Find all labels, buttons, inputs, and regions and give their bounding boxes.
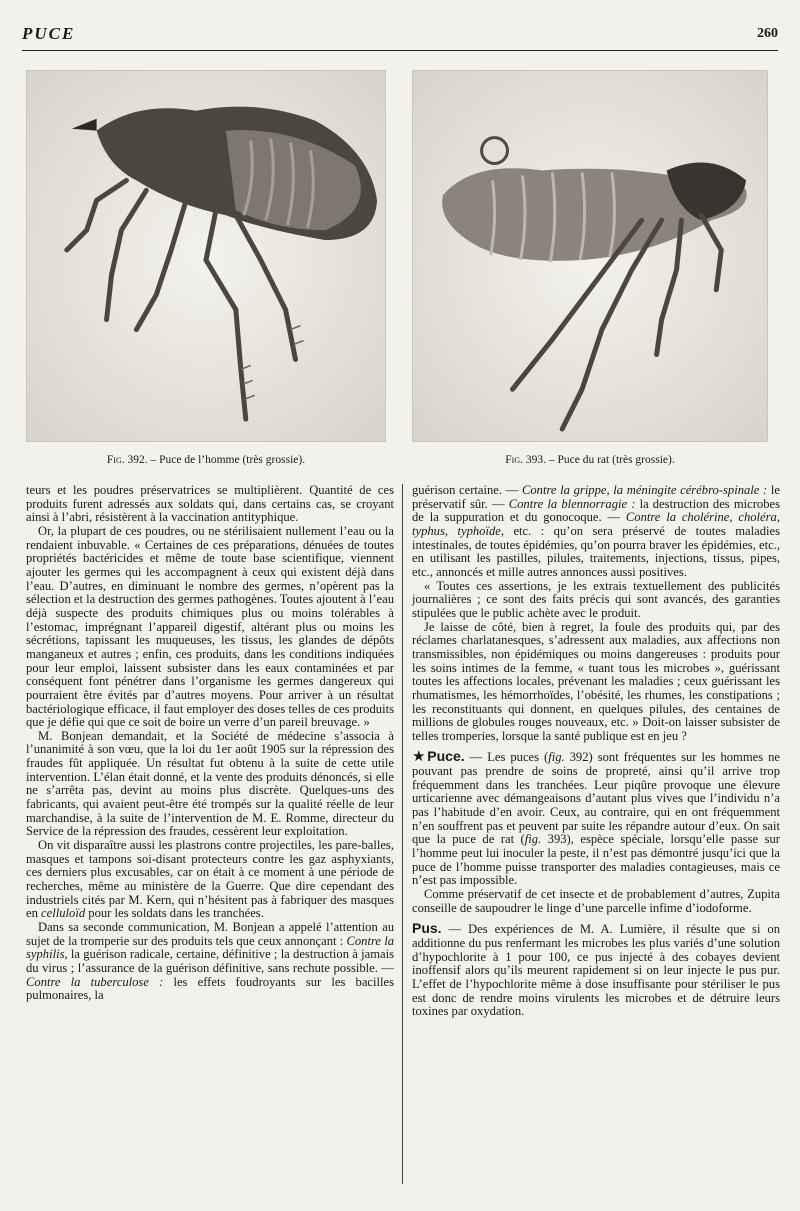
- italic-run: celluloïd: [41, 906, 86, 921]
- text-run: la destruction des microbes de la suppuration et du gonocoque. —: [412, 496, 780, 525]
- running-title: PUCE: [22, 24, 76, 43]
- right-column: [412, 484, 780, 1019]
- flea-human-photo: [26, 70, 386, 442]
- paragraph: teurs et les poudres préservatrices se multiplièrent. Quantité de ces produits furent adressés aux soldats qui, dans certains cas, se croyant ainsi à l’abri, résistèrent à la vaccination antityphique.: [26, 483, 394, 525]
- text-run: guérison certaine. —: [412, 483, 522, 497]
- figure-caption: [26, 454, 386, 466]
- page-number: 260: [757, 26, 778, 41]
- text-run: Dans sa seconde communication, M. Bonjean a appelé l’attention au sujet de la tromperie sur des produits tels que ceux annonçant :: [26, 920, 394, 948]
- italic-run: Contre la cholérine, choléra, typhus, typhoïde,: [412, 510, 780, 538]
- text-run: la guérison radicale, certaine, définitive ; la destruction à jamais du virus ; l’assurance de la guérison définitive, sans rechute possible. —: [26, 947, 394, 975]
- header-rule: [22, 50, 778, 51]
- left-column: [26, 484, 394, 1003]
- page-header: [22, 24, 778, 50]
- italic-run: Contre la blennorragie :: [508, 496, 636, 511]
- paragraph: M. Bonjean demandait, et la Société de médecine s’associa à l’unanimité à son vœu, que la loi du 1er août 1905 sur la répression des fraudes fût appliquée. Un résultat fut obtenu à la suite de cette utile intervention. L’élan était donné, et la vente des produits dénoncés, si elle ne s’arrêta pas, devint au moins plus discrète. Quelques-uns des fabricants, qui avaient peut-être été trompés sur la qualité réelle de leur marchandise, à la suite de l’intervention de M. E. Romme, directeur du Service de la répression des fraudes, cessèrent leur exploitation.: [26, 728, 394, 839]
- figure-label: Fig. 393.: [505, 454, 546, 466]
- entry-puce: [412, 750, 780, 888]
- entry-heading: Puce.: [427, 748, 465, 765]
- italic-run: fig.: [524, 832, 542, 847]
- flea-rat-photo: [412, 70, 768, 442]
- text-run: 392) sont fréquentes sur les hommes ne pouvant pas prendre de soins de propreté, ainsi qu’il arrive trop fréquemment dans les tranchées. Leur piqûre provoque une élevure urticarienne avec démangeaisons d’autant plus vives que l’individu n’a pas l’habitude d’en avoir. Ceux, au contraire, qui en ont fréquemment n’en souffrent pas et peuvent par suite les répandre autour d’eux. On sait que la puce de rat (: [412, 750, 780, 847]
- italic-run: Contre la syphilis,: [26, 933, 394, 962]
- text-run: — Les puces (: [464, 750, 549, 765]
- text-run: 393), espèce spéciale, lorsqu’elle passe sur l’homme peut lui inoculer la peste, il n’est pas démontré jusqu’ici que la puce de l’homme puisse transporter des maladies contagieuses, mais ce n’est pas impossible.: [412, 832, 780, 888]
- figure-caption: [412, 454, 768, 466]
- figure-caption-text: – Puce du rat (très grossie).: [546, 454, 675, 466]
- paragraph: Comme préservatif de cet insecte et de probablement d’autres, Zupita conseille de saupoudrer le linge d’une parcelle infime d’iodoforme.: [412, 887, 780, 915]
- figure-393: [412, 70, 768, 466]
- italic-run: fig.: [548, 750, 565, 765]
- paragraph: Je laisse de côté, bien à regret, la foule des produits qui, par des réclames charlatanesques, s’adressent aux maladies, aux affections non transmissibles, non épidémiques ou moins dangereuses : produits pour les soins intimes de la femme, « tuant tous les microbes », guérissant toutes les affections locales, prévenant les maladies ; ceux guérissant les rhumatismes, les hémorrhoïdes, l’obésité, les rhumes, les constipations ; les reconstituants qui donnent, en quelques pilules, des centaines de millions de globules rouges nouveaux, etc. » Doit-on laisser subsister de telles tromperies, lorsque la santé publique est en jeu ?: [412, 619, 780, 743]
- italic-run: Contre la tuberculose :: [26, 974, 164, 989]
- entry-heading: Pus.: [412, 920, 442, 937]
- text-run: On vit disparaître aussi les plastrons contre projectiles, les pare-balles, masques et tampons soi-disant protecteurs contre les gaz asphyxiants, ces derniers plus excusables, car on était à ce moment à une période de recherches, même au ministère de la Guerre. Que dire cependant des industriels cités par M. Kern, qui n’hésitent pas à fabriquer des masques en: [26, 838, 394, 921]
- text-run: pour les soldats dans les tranchées.: [85, 906, 264, 921]
- figure-caption-text: – Puce de l’homme (très grossie).: [147, 454, 306, 466]
- paragraph: [26, 839, 394, 921]
- text-run: le préservatif sûr. —: [412, 483, 780, 511]
- figure-392: [26, 70, 386, 466]
- paragraph: Or, la plupart de ces poudres, ou ne stérilisaient nullement l’eau ou la rendaient inbuvable. « Certaines de ces préparations, dénuées de toutes propriétés bactéricides et même de toute base scientifique, viennent ajouter les germes qui les accompagnent à ceux qui existent déjà dans l’eau. D’autres, en diminuant le nombre des germes, n’opèrent pas la sélection et la destruction des germes pathogènes. Toutes ajoutent à l’eau déjà suspecte des produits chimiques plus ou moins tolérables à l’estomac, imprégnant l’appareil digestif, altérant plus ou moins les sécrétions, tapissant les muqueuses, les tissus, les glandes de dépôts manganeux et autres ; enfin, ces produits, dans les conditions indiquées pour leur emploi, laissent subsister dans les eaux contaminées et par conséquent font pénétrer dans l’organisme les germes dangereux qui pourraient être évités par d’autres moyens. Pour arriver à un résultat bactériologique efficace, il faut employer des doses telles de ces produits que je défie qui que ce soit de boire un verre d’un pareil breuvage. »: [26, 523, 394, 730]
- text-run: — Des expériences de M. A. Lumière, il résulte que si on additionne du pus renfermant les microbes les plus variés d’une solution d’hypochlorite à 1 pour 100, ce pus injecté à des cobayes devient inoffensif alors qu’ils meurent rapidement si on leur injecte le pus pur. L’effet de l’hypochlorite même à dose insuffisante pour stériliser le pus est donc de rendre moins virulents les microbes et de détruire leurs toxines par oxydation.: [412, 922, 780, 1019]
- star-icon: ★: [412, 749, 428, 766]
- paragraph: [412, 484, 780, 580]
- figure-label: Fig. 392.: [106, 454, 148, 466]
- entry-pus: [412, 922, 780, 1019]
- column-divider: [402, 484, 403, 1184]
- paragraph: [26, 921, 394, 1003]
- text-run: etc. : qu’on sera préservé de toutes maladies intestinales, de toutes épidémies, qu’on pourra braver les épidémies, etc., en utilisant les pastilles, pilules, traitements, injections, tissus, pipes, etc., annoncés et mille autres annonces aussi positives.: [412, 523, 780, 579]
- italic-run: Contre la grippe, la méningite cérébro-spinale :: [521, 483, 768, 497]
- text-run: les effets foudroyants sur les bacilles pulmonaires, la: [26, 974, 395, 1003]
- paragraph: « Toutes ces assertions, je les extrais textuellement des publicités journalières ; ce sont des faits précis qui sont avancés, des garanties stipulées que le public achète avec le produit.: [412, 578, 780, 620]
